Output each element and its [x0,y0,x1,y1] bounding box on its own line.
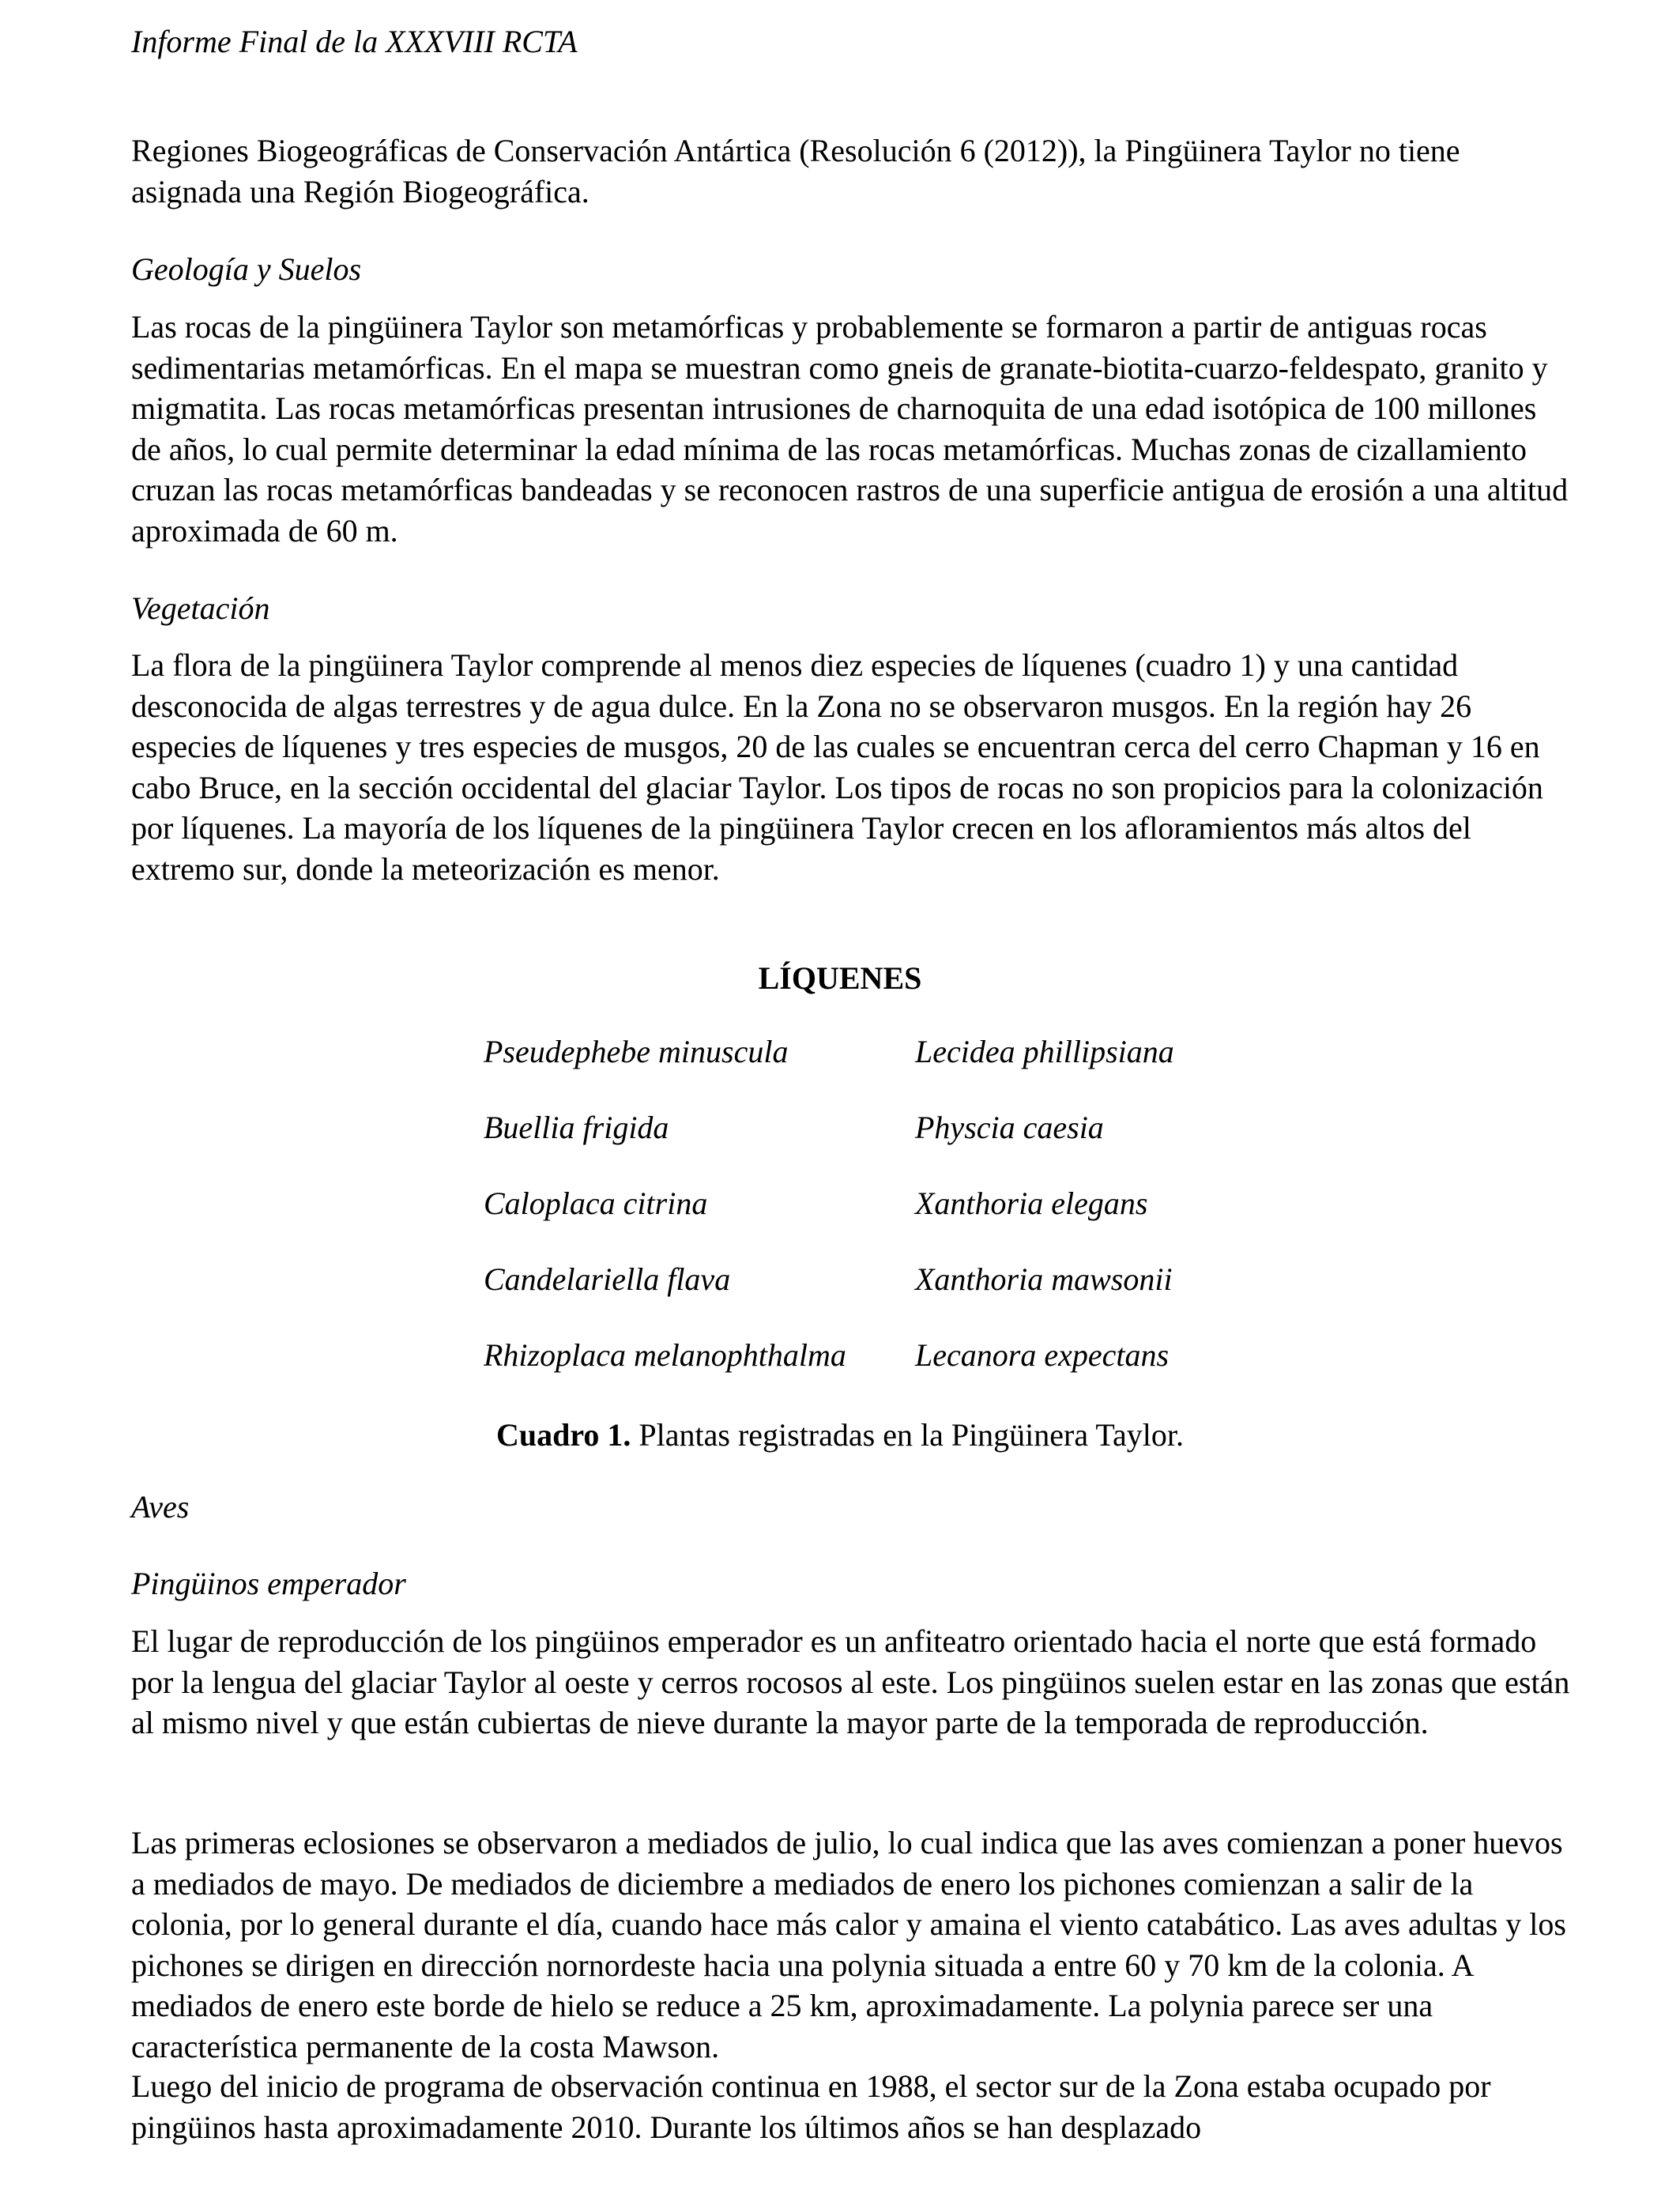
caption-text: Plantas registradas en la Pingüinera Taylor. [631,1417,1185,1453]
table-cell: Xanthoria mawsonii [915,1261,1173,1297]
paragraph-vegetation: La flora de la pingüinera Taylor comprende al menos diez especies de líquenes (cuadro 1) y una cantidad desconocida de algas terrestres y de agua dulce. En la Zona no se observaron musgos. En la región hay 26 especies de líquenes y tres especies de musgos, 20 de las cuales se encuentran cerca del cerro Chapman y 16 en cabo Bruce, en la sección occidental del glaciar Taylor. Los tipos de rocas no son propicios para la colonización por líquenes. La mayoría de los líquenes de la pingüinera Taylor crecen en los afloramientos más altos del extremo sur, donde la meteorización es menor. [131,647,1543,887]
table-cell: Pseudephebe minuscula [484,1034,789,1069]
table-cell: Caloplaca citrina [484,1186,708,1221]
lichen-table [484,1032,1247,1412]
table-cell: Lecanora expectans [915,1337,1170,1373]
paragraph-intro: Regiones Biogeográficas de Conservación Antártica (Resolución 6 (2012)), la Pingüinera Taylor no tiene asignada una Región Biogeográfica. [131,133,1460,209]
heading-vegetation: Vegetación [131,590,270,626]
table-cell: Candelariella flava [484,1261,731,1297]
table-cell: Buellia frigida [484,1110,669,1145]
table-row [484,1032,1247,1108]
table-caption [0,1416,1680,1455]
table-row [484,1336,1247,1412]
table-row [484,1184,1247,1260]
running-header: Informe Final de la XXXVIII RCTA [131,24,578,59]
paragraph-emperor-observation: Luego del inicio de programa de observación continua en 1988, el sector sur de la Zona estaba ocupado por pingüinos hasta aproximadamente 2010. Durante los últimos años se han desplazado [131,2068,1491,2145]
paragraph-emperor-hatching: Las primeras eclosiones se observaron a mediados de julio, lo cual indica que las aves comienzan a poner huevos a mediados de mayo. De mediados de diciembre a mediados de enero los pichones comienzan a salir de la colonia, por lo general durante el día, cuando hace más calor y amaina el viento catabático. Las aves adultas y los pichones se dirigen en dirección nornordeste hacia una polynia situada a entre 60 y 70 km de la colonia. A mediados de enero este borde de hielo se reduce a 25 km, aproximadamente. La polynia parece ser una característica permanente de la costa Mawson. [131,1825,1566,2064]
table-row [484,1260,1247,1336]
paragraph-geology: Las rocas de la pingüinera Taylor son metamórficas y probablemente se formaron a partir de antiguas rocas sedimentarias metamórficas. En el mapa se muestran como gneis de granate-biotita-cuarzo-feldespato, granito y migmatita. Las rocas metamórficas presentan intrusiones de charnoquita de una edad isotópica de 100 millones de años, lo cual permite determinar la edad mínima de las rocas metamórficas. Muchas zonas de cizallamiento cruzan las rocas metamórficas bandeadas y se reconocen rastros de una superficie antigua de erosión a una altitud aproximada de 60 m. [131,309,1569,548]
table-row [484,1108,1247,1184]
heading-emperor-penguins: Pingüinos emperador [131,1566,406,1601]
lichen-table-title: LÍQUENES [758,960,922,996]
heading-birds: Aves [131,1489,190,1525]
table-cell: Rhizoplaca melanophthalma [484,1337,846,1373]
caption-label: Cuadro 1. [495,1417,631,1453]
heading-geology: Geología y Suelos [131,251,362,287]
table-cell: Lecidea phillipsiana [915,1034,1174,1069]
paragraph-emperor-breeding-site: El lugar de reproducción de los pingüinos emperador es un anfiteatro orientado hacia el norte que está formado por la lengua del glaciar Taylor al oeste y cerros rocosos al este. Los pingüinos suelen estar en las zonas que están al mismo nivel y que están cubiertas de nieve durante la mayor parte de la temporada de reproducción. [131,1623,1570,1740]
table-cell: Xanthoria elegans [915,1186,1148,1221]
table-cell: Physcia caesia [915,1110,1104,1145]
